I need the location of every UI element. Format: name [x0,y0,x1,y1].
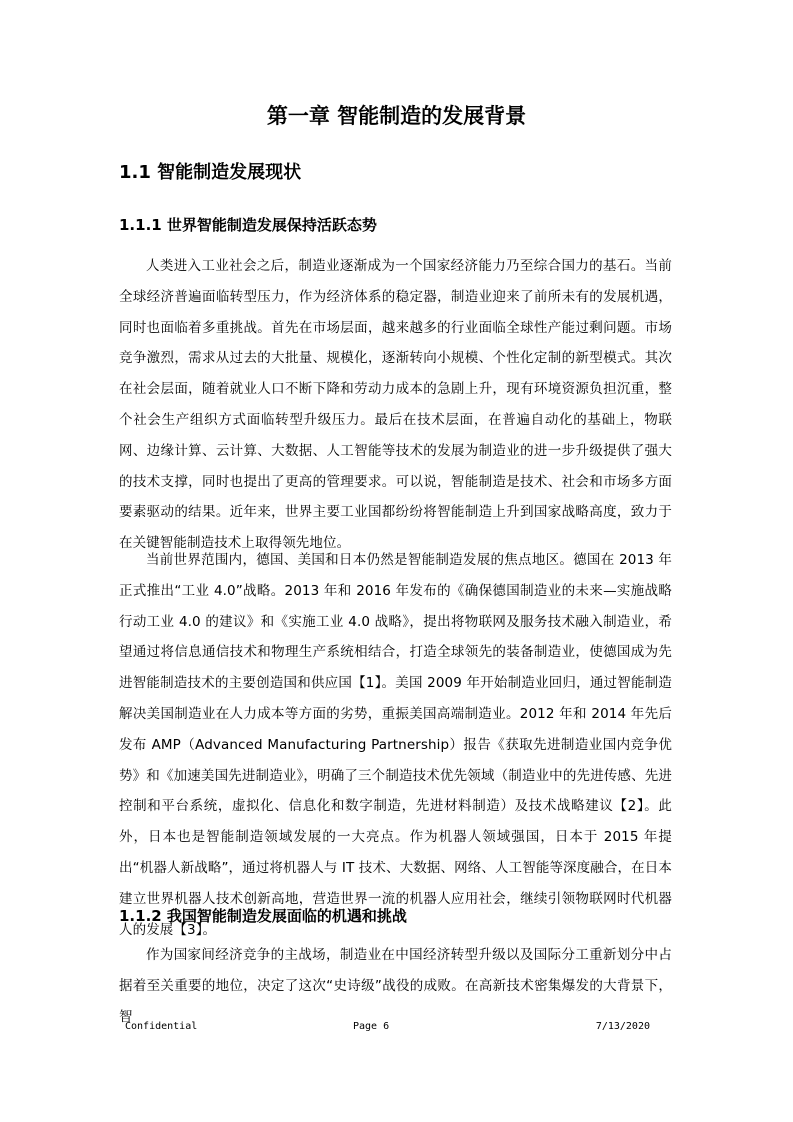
body-paragraph: 当前世界范围内，德国、美国和日本仍然是智能制造发展的焦点地区。德国在 2013 年正式推出“工业 4.0”战略。2013 年和 2016 年发布的《确保德国制造业的未来—实施战略行动工业 4.0 的建议》和《实施工业 4.0 战略》，提出将物联网及服务技术融入制造业，希望通过将信息通信技术和物理生产系统相结合，打造全球领先的装备制造业，使德国成为先进智能制造技术的主要创造国和供应国【1】。美国 2009 年开始制造业回归，通过智能制造解决美国制造业在人力成本等方面的劣势，重振美国高端制造业。2012 年和 2014 年先后发布 AMP（Advanced Manufacturing Partnership）报告《获取先进制造业国内竞争优势》和《加速美国先进制造业》，明确了三个制造技术优先领域（制造业中的先进传感、先进控制和平台系统，虚拟化、信息化和数字制造，先进材料制造）及技术战略建议【2】。此外，日本也是智能制造领域发展的一大亮点。作为机器人领域强国，日本于 2015 年提出“机器人新战略”，通过将机器人与 IT 技术、大数据、网络、人工智能等深度融合，在日本建立世界机器人技术创新高地，营造世界一流的机器人应用社会，继续引领物联网时代机器人的发展【3】。 [119,552,672,938]
footer-date: 7/13/2020 [595,1021,650,1032]
page-footer [125,1019,650,1035]
subsection-title-2: 1.1.2 我国智能制造发展面临的机遇和挑战 [119,907,407,925]
footer-page-number: Page 6 [353,1021,390,1032]
subsection-title-1: 1.1.1 世界智能制造发展保持活跃态势 [119,216,377,234]
footer-confidential: Confidential [125,1021,198,1032]
chapter-title: 第一章 智能制造的发展背景 [266,104,527,128]
section-title: 1.1 智能制造发展现状 [119,162,302,183]
body-paragraph: 作为国家间经济竞争的主战场，制造业在中国经济转型升级以及国际分工重新划分中占据着至关重要的地位，决定了这次“史诗级”战役的成败。在高新技术密集爆发的大背景下，智 [119,947,672,1025]
body-paragraph: 人类进入工业社会之后，制造业逐渐成为一个国家经济能力乃至综合国力的基石。当前全球经济普遍面临转型压力，作为经济体系的稳定器，制造业迎来了前所未有的发展机遇，同时也面临着多重挑战。首先在市场层面，越来越多的行业面临全球性产能过剩问题。市场竞争激烈，需求从过去的大批量、规模化，逐渐转向小规模、个性化定制的新型模式。其次在社会层面，随着就业人口不断下降和劳动力成本的急剧上升，现有环境资源负担沉重，整个社会生产组织方式面临转型升级压力。最后在技术层面，在普遍自动化的基础上，物联网、边缘计算、云计算、大数据、人工智能等技术的发展为制造业的进一步升级提供了强大的技术支撑，同时也提出了更高的管理要求。可以说，智能制造是技术、社会和市场多方面要素驱动的结果。近年来，世界主要工业国都纷纷将智能制造上升到国家战略高度，致力于在关键智能制造技术上取得领先地位。 [119,258,672,552]
